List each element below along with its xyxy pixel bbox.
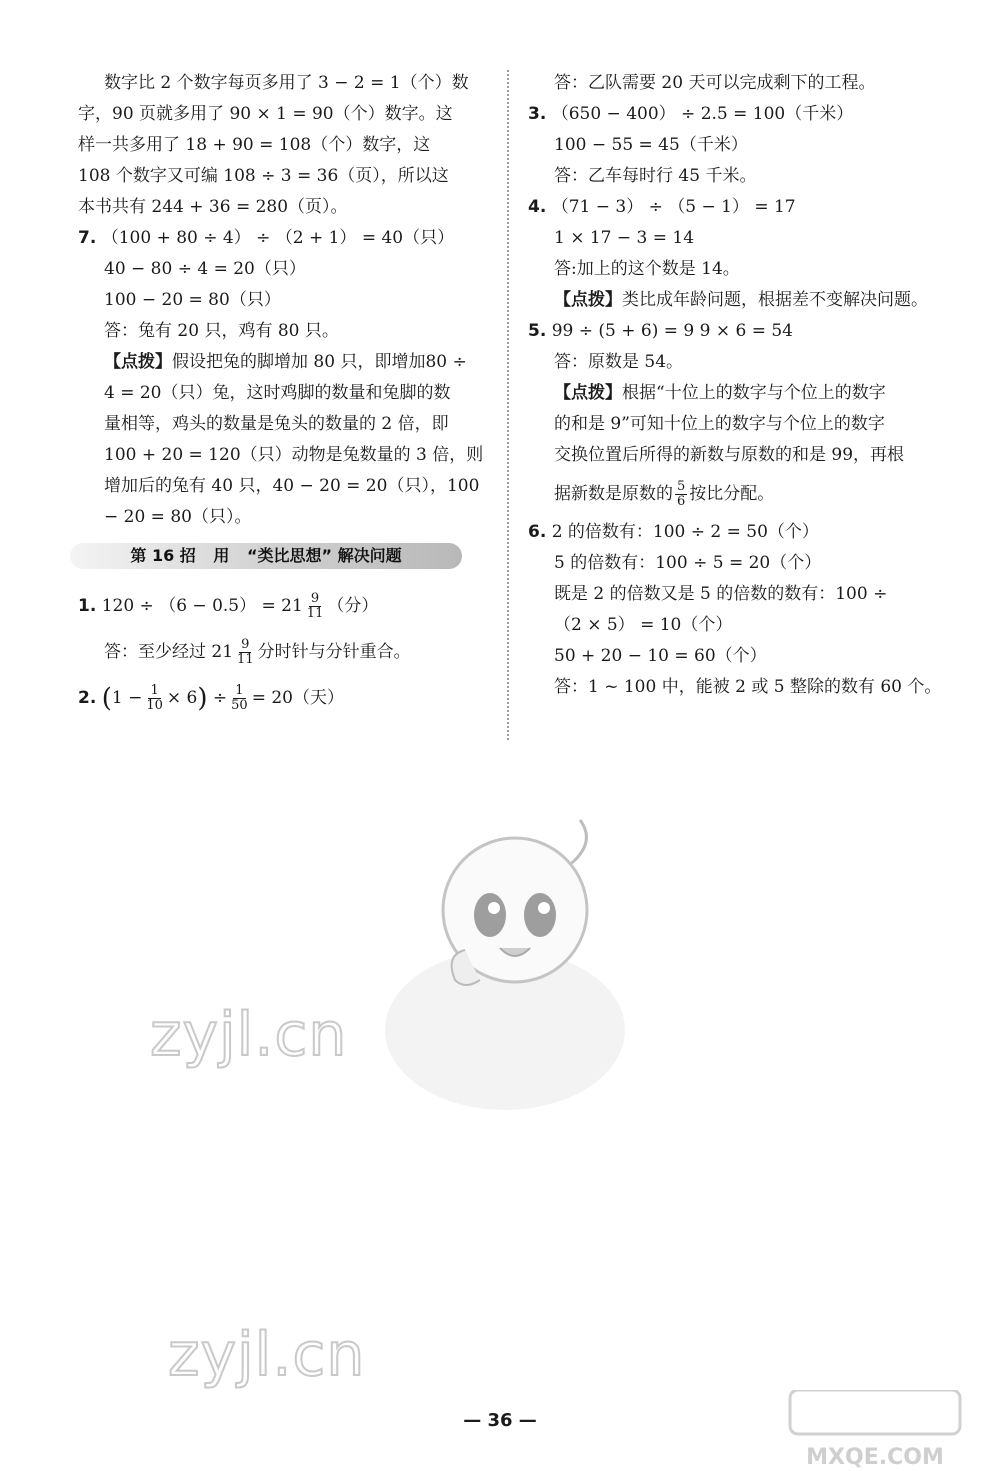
equation: 99 ÷ (5 + 6) = 9 9 × 6 = 54 — [551, 321, 793, 341]
corner-logo-text: MXQE.COM — [806, 1445, 944, 1470]
tip-line: 增加后的兔有 40 只，40 − 20 = 20（只），100 — [104, 476, 480, 496]
equation: 50 + 20 − 10 = 60（个） — [554, 646, 767, 666]
question-number: 3. — [528, 104, 547, 124]
question-7-line — [78, 223, 498, 254]
answer-line: 答：原数是 54。 — [554, 352, 684, 372]
text-line: 字，90 页就多用了 90 × 1 = 90（个）数字。这 — [78, 104, 453, 124]
fraction: $\frac{9}{11}$ — [306, 591, 324, 621]
column-divider — [507, 70, 509, 740]
left-column — [78, 68, 498, 721]
equation: （2 × 5） = 10（个） — [554, 615, 733, 635]
watermark: zyjl.cn — [150, 1000, 348, 1070]
equation: 5 的倍数有：100 ÷ 5 = 20（个） — [554, 553, 822, 573]
equation: 100 − 20 = 80（只） — [104, 290, 281, 310]
question-number: 5. — [528, 321, 547, 341]
answer-line: 答：乙车每时行 45 千米。 — [554, 166, 757, 186]
equation: 既是 2 的倍数又是 5 的倍数的数有：100 ÷ — [554, 584, 888, 604]
tip-line: 【点拨】类比成年龄问题，根据差不变解决问题。 — [554, 290, 928, 310]
tip-line: 【点拨】假设把兔的脚增加 80 只，即增加80 ÷ — [104, 352, 467, 372]
tip-label: 【点拨】 — [104, 352, 172, 372]
question-number: 1. — [78, 596, 97, 616]
text-line: 本书共有 244 + 36 = 280（页）。 — [78, 197, 348, 217]
question-3-line — [528, 99, 948, 130]
section-title: “类比思想” 解决问题 — [246, 546, 402, 565]
answer-line: 答：至少经过 21 $\frac{9}{11}$ 分时针与分针重合。 — [104, 637, 411, 667]
tip-line: 的和是 9”可知十位上的数字与个位上的数字 — [554, 414, 885, 434]
section-banner — [70, 543, 462, 569]
question-2-line: 2. (1 − $\frac{1}{10}$ × 6) ÷ $\frac{1}{50}$ = 20（天） — [78, 683, 344, 714]
equation: （650 − 400） ÷ 2.5 = 100（千米） — [551, 104, 854, 124]
fraction: $\frac{1}{10}$ — [146, 683, 163, 713]
mascot-eye-right — [524, 893, 556, 937]
fraction: $\frac{9}{11}$ — [237, 637, 254, 667]
equation: 1 × 17 − 3 = 14 — [554, 228, 695, 248]
answer-line: 答：兔有 20 只，鸡有 80 只。 — [104, 321, 339, 341]
mascot-illustration — [380, 800, 630, 1120]
question-1-line: 1. 120 ÷ （6 − 0.5） = 21 $\frac{9}{11}$ （分） — [78, 591, 379, 621]
text-line: 样一共多用了 18 + 90 = 108（个）数字，这 — [78, 135, 431, 155]
text-line: 数字比 2 个数字每页多用了 3 − 2 = 1（个）数 — [104, 73, 469, 93]
equation: 2 的倍数有：100 ÷ 2 = 50（个） — [551, 522, 819, 542]
answer-line: 答：乙队需要 20 天可以完成剩下的工程。 — [554, 73, 876, 93]
tip-line: 据新数是原数的 $\frac{5}{6}$ 按比分配。 — [554, 479, 775, 509]
section-number: 第 16 招 — [130, 546, 196, 565]
fraction: $\frac{5}{6}$ — [677, 479, 686, 509]
tip-line: 100 + 20 = 120（只）动物是兔数量的 3 倍，则 — [104, 445, 484, 465]
section-use: 用 — [213, 546, 230, 565]
corner-logo-icon — [780, 1390, 990, 1471]
answer-line: 答：1 ~ 100 中，能被 2 或 5 整除的数有 60 个。 — [554, 677, 942, 697]
equation: （100 + 80 ÷ 4） ÷ （2 + 1） = 40（只） — [101, 228, 455, 248]
question-number: 7. — [78, 228, 97, 248]
mascot-eye-left — [474, 893, 506, 937]
equation: （71 − 3） ÷ （5 − 1） = 17 — [551, 197, 796, 217]
tip-label: 【点拨】 — [554, 383, 622, 403]
tip-line: 4 = 20（只）兔，这时鸡脚的数量和兔脚的数 — [104, 383, 451, 403]
equation: 100 − 55 = 45（千米） — [554, 135, 748, 155]
text-line: 108 个数字又可编 108 ÷ 3 = 36（页），所以这 — [78, 166, 449, 186]
page-number: — 36 — — [463, 1410, 537, 1431]
right-column — [528, 68, 948, 703]
tip-line: 【点拨】根据“十位上的数字与个位上的数字 — [554, 383, 886, 403]
question-4-line — [528, 192, 948, 223]
tip-line: 交换位置后所得的新数与原数的和是 99，再根 — [554, 445, 905, 465]
fraction: $\frac{1}{50}$ — [231, 683, 248, 713]
question-6-line — [528, 517, 948, 548]
question-number: 6. — [528, 522, 547, 542]
tip-line: 量相等，鸡头的数量是兔头的数量的 2 倍，即 — [104, 414, 449, 434]
question-number: 2. — [78, 688, 97, 708]
tip-line: − 20 = 80（只）。 — [104, 507, 252, 527]
tip-label: 【点拨】 — [554, 290, 622, 310]
answer-line: 答:加上的这个数是 14。 — [554, 259, 740, 279]
watermark: zyjl.cn — [168, 1320, 366, 1390]
question-5-line — [528, 316, 948, 347]
equation: 40 − 80 ÷ 4 = 20（只） — [104, 259, 306, 279]
question-number: 4. — [528, 197, 547, 217]
